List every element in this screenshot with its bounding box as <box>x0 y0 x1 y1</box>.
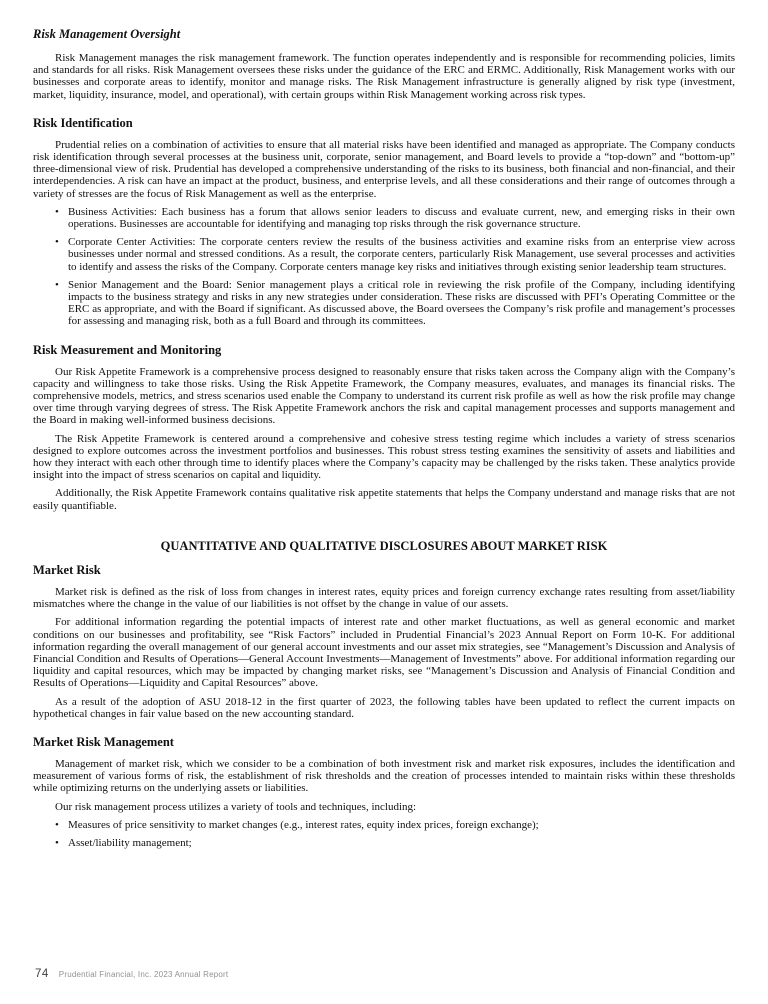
bullet-item-corporate-center-activities <box>55 236 735 273</box>
bullet-item-asset-liability-management <box>55 837 735 849</box>
bullet-item-business-activities <box>55 206 735 230</box>
heading-risk-measurement-monitoring: Risk Measurement and Monitoring <box>33 342 222 357</box>
paragraph-market-risk-management-1: Management of market risk, which we consider to be a combination of both investment risk and market risk exposures, includes the identification and measurement of various forms of risk, the establishment of risk thresholds and the creation of processes intended to maintain risks within these thresholds while optimizing returns on the underlying assets or liabilities. <box>33 757 735 795</box>
paragraph-market-risk-2: For additional information regarding the potential impacts of interest rate and other market fluctuations, as well as general economic and market conditions on our businesses and profitability, see “Risk Factors” included in Prudential Financial’s 2023 Annual Report on Form 10-K. For additional information regarding the overall management of our general account investments and our asset mix strategies, see “Management’s Discussion and Analysis of Financial Condition and Results of Operations—General Account Investments—Management of Investments” above. For additional information regarding our liquidity and capital resources, which may be impacted by changing market risks, see “Management’s Discussion and Analysis of Financial Condition and Results of Operations—Liquidity and Capital Resources” above. <box>33 616 735 690</box>
page-footer <box>35 968 228 980</box>
paragraph-identification-1: Prudential relies on a combination of activities to ensure that all material risks have been identified and managed as appropriate. The Company conducts risk identification through several processes at the business unit, corporate, senior management, and Board levels to provide a “top-down” and “bottom-up” three-dimensional view of risk. Prudential has developed a comprehensive understanding of the risks to its business, both financial and non-financial, and their interdependencies. A risk can have an impact at the product, business, and enterprise levels, and all these considerations and their range of outcomes through a variety of stresses are the focus of Risk Management as well as the enterprise. <box>33 138 735 200</box>
page-number: 74 <box>35 968 49 980</box>
paragraph-market-risk-1: Market risk is defined as the risk of loss from changes in interest rates, equity prices and foreign currency exchange rates resulting from asset/liability mismatches where the change in the value of our liabilities is not offset by the change in value of our assets. <box>33 585 735 611</box>
heading-market-risk-management: Market Risk Management <box>33 734 174 749</box>
paragraph-market-risk-management-2: Our risk management process utilizes a variety of tools and techniques, including: <box>55 800 417 813</box>
heading-risk-identification: Risk Identification <box>33 115 133 130</box>
bullet-icon: • <box>55 818 59 831</box>
paragraph-market-risk-3: As a result of the adoption of ASU 2018-12 in the first quarter of 2023, the following tables have been updated to reflect the current impacts on hypothetical changes in fair value based on the new accounting standard. <box>33 695 735 720</box>
report-title: Prudential Financial, Inc. 2023 Annual Report <box>58 970 229 979</box>
risk-identification-bullet-list <box>55 206 735 328</box>
paragraph-measurement-3: Additionally, the Risk Appetite Framework contains qualitative risk appetite statements that helps the Company understand and manage risks that are not easily quantifiable. <box>33 487 735 512</box>
heading-market-risk: Market Risk <box>33 562 101 577</box>
bullet-icon: • <box>55 836 59 849</box>
paragraph-measurement-2: The Risk Appetite Framework is centered around a comprehensive and cohesive stress testing regime which includes a variety of stress scenarios designed to explore outcomes across the investment portfolios and businesses. This robust stress testing examines the sensitivity of assets and liabilities and how they interact with each other through time to identify places where the Company’s capacity may be challenged by the risks taken. These analytics provide insight into the impact of stress scenarios on capital and liquidity. <box>33 432 735 482</box>
bullet-text: Measures of price sensitivity to market changes (e.g., interest rates, equity index prices, foreign exchange); <box>68 818 539 831</box>
heading-risk-management-oversight: Risk Management Oversight <box>33 27 181 41</box>
bullet-item-price-sensitivity <box>55 819 735 831</box>
bullet-text: Business Activities: Each business has a forum that allows senior leaders to discuss and evaluate current, new, and emerging risks in their own operations. Businesses are accountable for identifying and managing top risks through the risk governance structure. <box>68 205 735 231</box>
bullet-icon: • <box>55 278 59 291</box>
bullet-icon: • <box>55 205 59 218</box>
bullet-text: Corporate Center Activities: The corporate centers review the results of the business activities and examine risks from an enterprise view across businesses under normal and stressed conditions. As a result, the corporate centers, particularly Risk Management, use several processes and activities to identify and assess the risks of the Company. Corporate centers manage key risks and initiatives through existing senior leadership team structures. <box>68 236 735 273</box>
paragraph-measurement-1: Our Risk Appetite Framework is a comprehensive process designed to reasonably ensure that risks taken across the Company align with the Company’s capacity and willingness to take those risks. Using the Risk Appetite Framework, the Company measures, evaluates, and manages its financial risks. The comprehensive models, metrics, and stress scenarios used enable the Company to understand its current risk profile as well as how the risk profile may change over time through varying degrees of stress. The Risk Appetite Framework anchors the risk and capital management processes and supports management and the Board in making well-informed business decisions. <box>33 365 735 427</box>
bullet-icon: • <box>55 236 59 249</box>
heading-quantitative-qualitative-disclosures: QUANTITATIVE AND QUALITATIVE DISCLOSURES ABOUT MARKET RISK <box>160 538 608 553</box>
bullet-text: Asset/liability management; <box>68 836 192 849</box>
bullet-item-senior-management-board <box>55 279 735 328</box>
market-risk-management-bullet-list <box>55 819 735 849</box>
paragraph-oversight-1: Risk Management manages the risk management framework. The function operates independently and is responsible for recommending policies, limits and standards for all risks. Risk Management oversees these risks under the guidance of the ERC and ERMC. Additionally, Risk Management works with our businesses and corporate areas to identify, monitor and manage risks. The Risk Management infrastructure is generally aligned by risk type (investment, market, liquidity, insurance, model, and operational), with certain groups within Risk Management working across risk types. <box>33 52 735 101</box>
bullet-text: Senior Management and the Board: Senior management plays a critical role in reviewing the risk profile of the Company, including identifying impacts to the business strategy and risks in any new strategies under consideration. These risks are discussed with PFI’s Operating Committee or the ERC as appropriate, and with the Board if significant. As discussed above, the Board oversees the Company’s risk profile and management’s processes for assessing and managing risk, both as a full Board and through its committees. <box>68 278 735 328</box>
